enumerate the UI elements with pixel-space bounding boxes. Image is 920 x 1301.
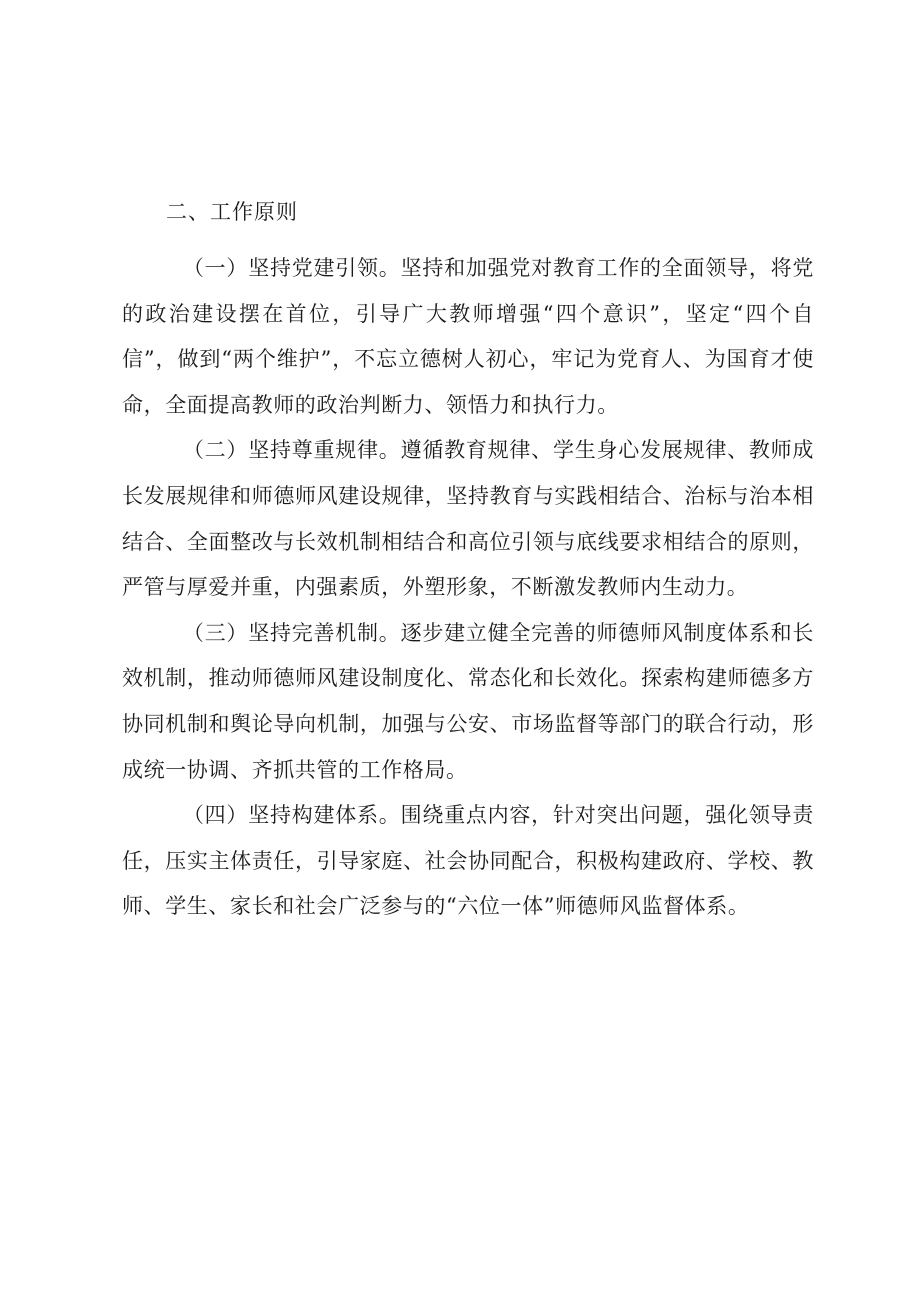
section-heading: 二、工作原则 (166, 200, 298, 224)
paragraph-improve-mechanism: （三）坚持完善机制。逐步建立健全完善的师德师风制度体系和长效机制，推动师德师风建设制度化、常态化和长效化。探索构建师德多方协同机制和舆论导向机制，加强与公安、市场监督等部门的联合行动，形成统一协调、齐抓共管的工作格局。 (122, 620, 814, 782)
document-body (122, 246, 814, 930)
paragraph-respect-rules: （二）坚持尊重规律。遵循教育规律、学生身心发展规律、教师成长发展规律和师德师风建设规律，坚持教育与实践相结合、治标与治本相结合、全面整改与长效机制相结合和高位引领与底线要求相结合的原则，严管与厚爱并重，内强素质，外塑形象，不断激发教师内生动力。 (122, 438, 814, 600)
paragraph-build-system: （四）坚持构建体系。围绕重点内容，针对突出问题，强化领导责任，压实主体责任，引导家庭、社会协同配合，积极构建政府、学校、教师、学生、家长和社会广泛参与的“六位一体”师德师风监督体系。 (122, 803, 814, 919)
paragraph-party-leadership: （一）坚持党建引领。坚持和加强党对教育工作的全面领导，将党的政治建设摆在首位，引导广大教师增强“四个意识”，坚定“四个自信”，做到“两个维护”，不忘立德树人初心，牢记为党育人、为国育才使命，全面提高教师的政治判断力、领悟力和执行力。 (122, 256, 814, 417)
